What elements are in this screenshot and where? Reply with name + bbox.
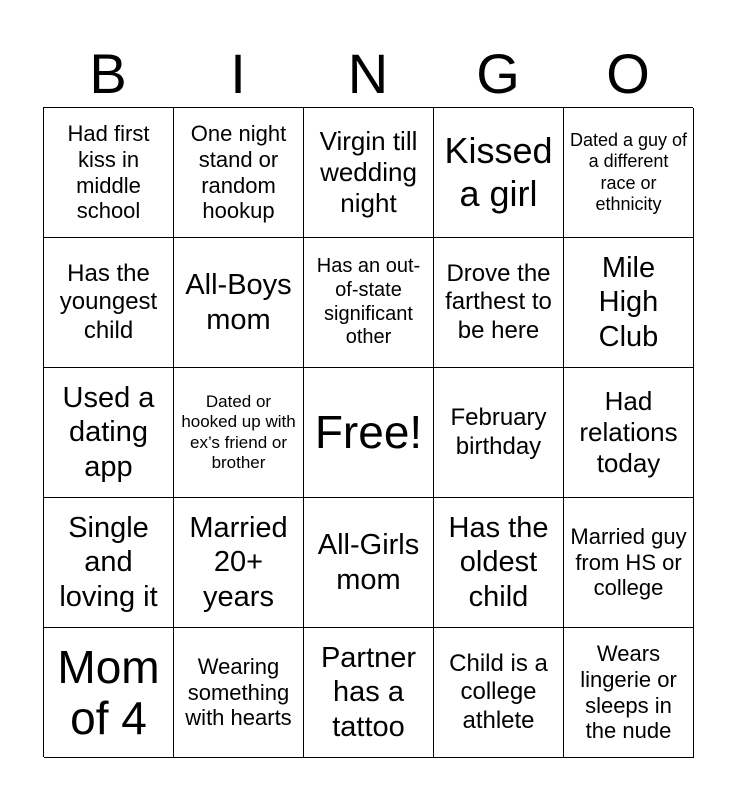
cell-label: Child is a college athlete (449, 650, 548, 734)
header-letter-n: N (347, 42, 389, 105)
bingo-cell-r3c3[interactable] (304, 368, 434, 498)
cell-label: Wears lingerie or sleeps in the nude (580, 640, 677, 744)
cell-label: One night stand or random hookup (190, 120, 287, 224)
cell-label: Has an out-of-state significant other (316, 255, 421, 349)
bingo-cell-r1c2[interactable] (174, 108, 304, 238)
cell-label: Dated a guy of a different race or ethnicity (569, 130, 688, 214)
bingo-cell-r1c1[interactable] (44, 108, 174, 238)
cell-label: Has the youngest child (59, 260, 158, 344)
bingo-cell-r3c4[interactable] (434, 368, 564, 498)
cell-label: Virgin till wedding night (319, 126, 418, 218)
bingo-cell-r4c2[interactable] (174, 498, 304, 628)
bingo-cell-r5c3[interactable] (304, 628, 434, 758)
bingo-cell-r5c2[interactable] (174, 628, 304, 758)
cell-label: Used a dating app (62, 382, 155, 483)
bingo-cell-r2c2[interactable] (174, 238, 304, 368)
cell-label: Kissed a girl (444, 130, 553, 214)
bingo-cell-r5c1[interactable] (44, 628, 174, 758)
bingo-cell-r2c5[interactable] (564, 238, 694, 368)
bingo-cell-r4c5[interactable] (564, 498, 694, 628)
bingo-cell-r1c4[interactable] (434, 108, 564, 238)
bingo-cell-r1c5[interactable] (564, 108, 694, 238)
cell-label: Married guy from HS or college (570, 523, 687, 601)
cell-label: Mile High Club (598, 252, 659, 353)
cell-label: Dated or hooked up with ex’s friend or brother (181, 392, 296, 472)
bingo-cell-r2c4[interactable] (434, 238, 564, 368)
bingo-cell-r3c1[interactable] (44, 368, 174, 498)
bingo-cell-r3c5[interactable] (564, 368, 694, 498)
cell-label: Drove the farthest to be here (445, 260, 552, 344)
header-letter-g: G (476, 42, 520, 105)
header-letter-o: O (606, 42, 650, 105)
cell-label: All-Boys mom (185, 269, 292, 336)
bingo-cell-r2c3[interactable] (304, 238, 434, 368)
cell-label: Single and loving it (59, 512, 158, 613)
cell-label: Mom of 4 (57, 640, 160, 744)
bingo-board (43, 107, 693, 757)
header-letter-b: B (89, 42, 127, 105)
cell-label: February birthday (450, 404, 547, 460)
bingo-header (43, 42, 693, 106)
bingo-cell-r4c4[interactable] (434, 498, 564, 628)
cell-label: Has the oldest child (448, 512, 549, 613)
cell-label: Wearing something with hearts (185, 653, 292, 731)
bingo-cell-r3c2[interactable] (174, 368, 304, 498)
bingo-cell-r2c1[interactable] (44, 238, 174, 368)
bingo-cell-r4c1[interactable] (44, 498, 174, 628)
bingo-cell-r4c3[interactable] (304, 498, 434, 628)
cell-label: Partner has a tattoo (320, 642, 417, 743)
free-space-label: Free! (314, 406, 423, 459)
bingo-cell-r5c4[interactable] (434, 628, 564, 758)
cell-label: Married 20+ years (189, 512, 288, 613)
header-letter-i: I (230, 42, 246, 105)
bingo-cell-r5c5[interactable] (564, 628, 694, 758)
cell-label: All-Girls mom (317, 529, 420, 596)
cell-label: Had first kiss in middle school (67, 120, 150, 224)
cell-label: Had relations today (579, 386, 678, 478)
bingo-cell-r1c3[interactable] (304, 108, 434, 238)
